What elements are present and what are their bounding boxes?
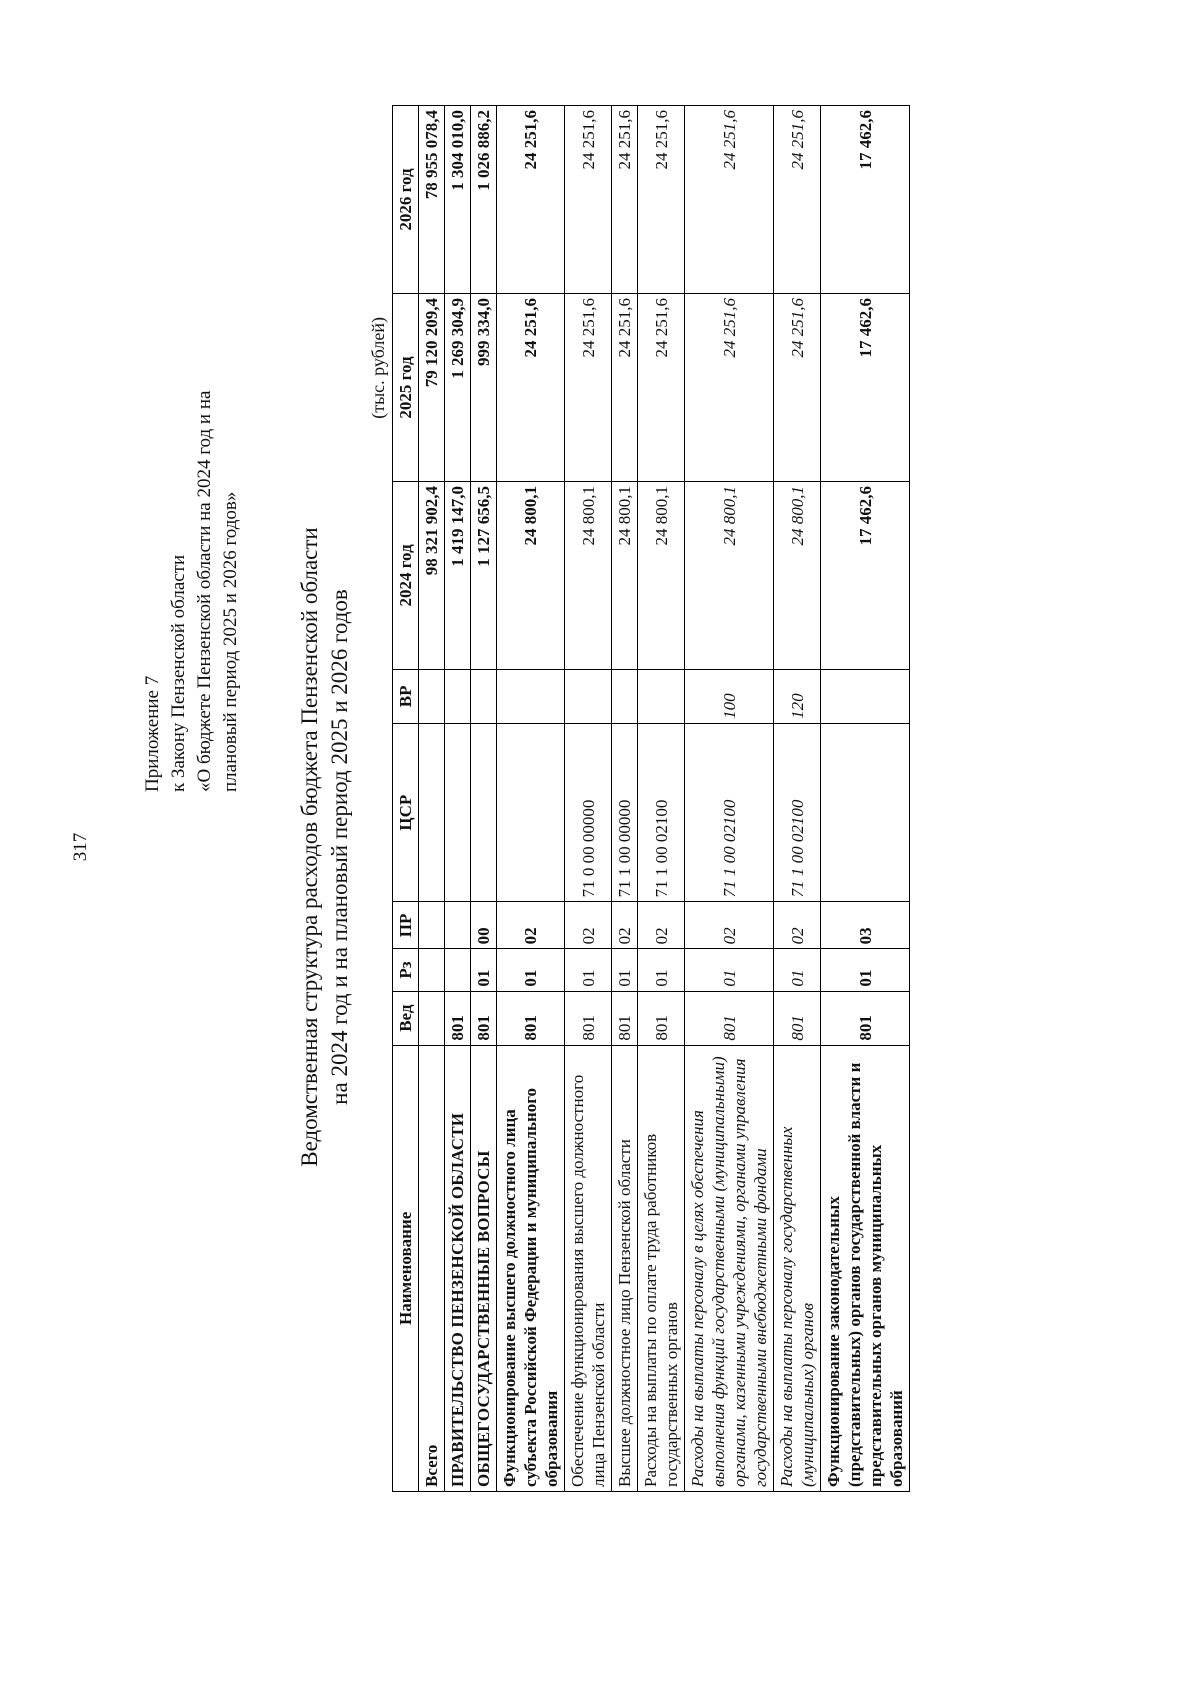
cell-pr: 03 [821,902,910,949]
appendix-line-3: «О бюджете Пензенской области на 2024 год и на [194,390,215,792]
cell-csr [497,723,565,902]
cell-rz [419,949,445,991]
cell-ved: 801 [565,991,612,1045]
cell-2025: 24 251,6 [612,294,638,482]
table-row-total [419,106,445,1492]
cell-vr [612,669,638,723]
budget-table [392,105,910,1492]
cell-2026: 17 462,6 [821,106,910,294]
cell-vr [445,669,471,723]
header-pr: ПР [393,902,419,949]
cell-2026: 24 251,6 [612,106,638,294]
cell-pr: 02 [774,902,821,949]
cell-pr: 02 [497,902,565,949]
table-row [821,106,910,1492]
table-row [445,106,471,1492]
cell-pr [419,902,445,949]
cell-name: Расходы на выплаты по оплате труда работников государственных органов [638,1045,685,1491]
cell-2025: 24 251,6 [565,294,612,482]
cell-2025: 24 251,6 [638,294,685,482]
cell-vr [497,669,565,723]
cell-rz: 01 [497,949,565,991]
cell-rz: 01 [565,949,612,991]
cell-pr: 02 [638,902,685,949]
cell-csr: 71 1 00 02100 [638,723,685,902]
cell-rz: 01 [638,949,685,991]
cell-vr [565,669,612,723]
cell-2026: 1 304 010,0 [445,106,471,294]
table-header-row [393,106,419,1492]
header-2025: 2025 год [393,294,419,482]
document-title [295,397,355,1297]
appendix-header [140,232,244,792]
cell-csr [821,723,910,902]
cell-2025: 24 251,6 [497,294,565,482]
cell-2024: 24 800,1 [685,481,774,669]
cell-rz: 01 [471,949,497,991]
header-2024: 2024 год [393,481,419,669]
header-name: Наименование [393,1045,419,1491]
cell-vr [638,669,685,723]
cell-2026: 24 251,6 [497,106,565,294]
cell-2026: 24 251,6 [685,106,774,294]
cell-2026: 24 251,6 [565,106,612,294]
cell-2025: 24 251,6 [685,294,774,482]
header-ved: Вед [393,991,419,1045]
cell-name: Всего [419,1045,445,1491]
header-2026: 2026 год [393,106,419,294]
page-number: 317 [70,832,91,862]
cell-name: Обеспечение функционирования высшего должностного лица Пензенской области [565,1045,612,1491]
cell-name: Высшее должностное лицо Пензенской области [612,1045,638,1491]
title-line-2: на 2024 год и на плановый период 2025 и 2026 годов [327,589,352,1105]
cell-name: Расходы на выплаты персоналу в целях обеспечения выполнения функций государственными (муниципальными) органами, казенными учреждениями, органами управления государственными внебюджетными фондами [685,1045,774,1491]
table-row [685,106,774,1492]
cell-2026: 24 251,6 [638,106,685,294]
cell-ved: 801 [638,991,685,1045]
cell-name: Функционирование высшего должностного лица субъекта Российской Федерации и муниципального образования [497,1045,565,1491]
cell-ved: 801 [774,991,821,1045]
cell-2026: 24 251,6 [774,106,821,294]
cell-name: Расходы на выплаты персоналу государственных (муниципальных) органов [774,1045,821,1491]
units-label: (тыс. рублей) [368,317,388,419]
table-row [612,106,638,1492]
cell-2026: 78 955 078,4 [419,106,445,294]
cell-vr [821,669,910,723]
cell-vr: 120 [774,669,821,723]
cell-ved: 801 [497,991,565,1045]
cell-name: Функционирование законодательных (представительных) органов государственной власти и представительных органов муниципальных образований [821,1045,910,1491]
cell-csr: 71 1 00 02100 [685,723,774,902]
cell-csr: 71 0 00 00000 [565,723,612,902]
cell-2025: 24 251,6 [774,294,821,482]
cell-csr: 71 1 00 02100 [774,723,821,902]
cell-2024: 24 800,1 [638,481,685,669]
cell-2024: 98 321 902,4 [419,481,445,669]
appendix-line-4: плановый период 2025 и 2026 годов» [220,491,241,792]
cell-2025: 79 120 209,4 [419,294,445,482]
cell-pr: 00 [471,902,497,949]
cell-name: ПРАВИТЕЛЬСТВО ПЕНЗЕНСКОЙ ОБЛАСТИ [445,1045,471,1491]
cell-2024: 1 127 656,5 [471,481,497,669]
cell-csr [419,723,445,902]
table-row [565,106,612,1492]
cell-2025: 17 462,6 [821,294,910,482]
cell-2024: 17 462,6 [821,481,910,669]
cell-ved: 801 [445,991,471,1045]
cell-name: ОБЩЕГОСУДАРСТВЕННЫЕ ВОПРОСЫ [471,1045,497,1491]
cell-rz: 01 [612,949,638,991]
table-row [471,106,497,1492]
cell-pr: 02 [612,902,638,949]
cell-ved: 801 [685,991,774,1045]
table-row [497,106,565,1492]
cell-2024: 24 800,1 [774,481,821,669]
cell-rz [445,949,471,991]
table-row [774,106,821,1492]
cell-ved [419,991,445,1045]
cell-vr: 100 [685,669,774,723]
cell-2024: 1 419 147,0 [445,481,471,669]
cell-rz: 01 [821,949,910,991]
appendix-line-2: к Закону Пензенской области [168,554,189,792]
cell-ved: 801 [471,991,497,1045]
header-rz: Рз [393,949,419,991]
cell-2024: 24 800,1 [612,481,638,669]
cell-vr [471,669,497,723]
cell-pr: 02 [685,902,774,949]
header-csr: ЦСР [393,723,419,902]
cell-rz: 01 [685,949,774,991]
cell-pr: 02 [565,902,612,949]
cell-pr [445,902,471,949]
header-vr: ВР [393,669,419,723]
table-row [638,106,685,1492]
cell-2025: 1 269 304,9 [445,294,471,482]
cell-2024: 24 800,1 [565,481,612,669]
cell-ved: 801 [821,991,910,1045]
title-line-1: Ведомственная структура расходов бюджета Пензенской области [297,527,322,1167]
cell-csr [445,723,471,902]
cell-2025: 999 334,0 [471,294,497,482]
cell-2024: 24 800,1 [497,481,565,669]
cell-rz: 01 [774,949,821,991]
cell-csr [471,723,497,902]
cell-2026: 1 026 886,2 [471,106,497,294]
cell-vr [419,669,445,723]
cell-ved: 801 [612,991,638,1045]
cell-csr: 71 1 00 00000 [612,723,638,902]
appendix-line-1: Приложение 7 [142,675,163,792]
